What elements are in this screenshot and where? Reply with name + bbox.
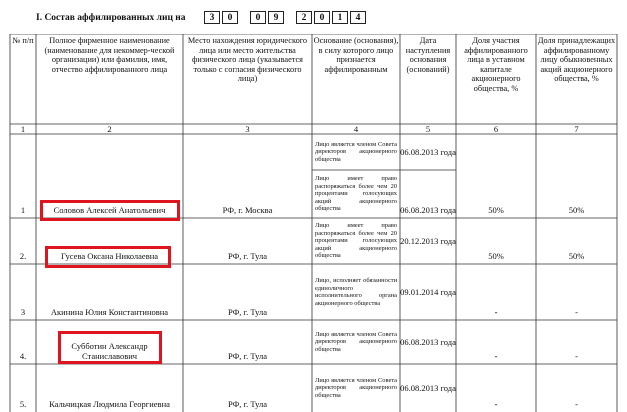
basis-text: Лицо имеет право распоряжаться более чем 20 процентами голосующих акций акционерного общества xyxy=(315,175,397,213)
col-number: 1 xyxy=(20,124,26,134)
row-number: 3 xyxy=(20,307,26,317)
col-header-basis: Основание (основания), в силу которого лицо признается аффилированным xyxy=(313,36,399,74)
section-title: I. Состав аффилированных лиц на xyxy=(36,13,186,23)
share-capital: - xyxy=(494,307,498,317)
affiliate-name: Кальчицкая Людмила Георгиевна xyxy=(49,399,170,409)
affiliate-location: РФ, г. Тула xyxy=(228,399,267,409)
share-stock: - xyxy=(575,307,578,317)
date-digit-box: 1 xyxy=(332,11,348,24)
affiliates-table xyxy=(0,34,627,412)
affiliate-location: РФ, г. Тула xyxy=(228,251,267,261)
basis-date: 06.08.2013 года xyxy=(400,337,456,347)
share-capital: 50% xyxy=(488,251,504,261)
share-stock: 50% xyxy=(568,205,585,215)
affiliate-location: РФ, г. Тула xyxy=(228,307,267,317)
row-number: 5. xyxy=(19,399,27,409)
col-header-share-capital: Доля участия аффилированного лица в уставном капитале акционерного общества, % xyxy=(464,36,528,93)
share-stock: - xyxy=(575,399,578,409)
col-number: 3 xyxy=(245,124,250,134)
document-header xyxy=(0,0,627,34)
row-number: 4. xyxy=(19,351,27,361)
basis-text: Лицо является членом Совета директоров акционерного общества xyxy=(315,140,397,163)
basis-text: Лицо имеет право распоряжаться более чем 20 процентами голосующих акций акционерного общества xyxy=(315,222,397,260)
date-digit-box: 9 xyxy=(268,11,284,24)
basis-text: Лицо является членом Совета директоров акционерного общества xyxy=(315,376,397,399)
affiliate-name: Акинина Юлия Константиновна xyxy=(50,307,169,317)
basis-date: 09.01.2014 года xyxy=(400,287,456,297)
date-digit-box: 0 xyxy=(250,11,266,24)
date-digit-box: 0 xyxy=(222,11,238,24)
col-header-share-stock: Доля принадлежащих аффилированному лицу обыкновенных акций акционерного общества, % xyxy=(537,36,616,84)
basis-text: Лицо, исполняет обязанности единоличного исполнительного органа акционерного общества xyxy=(315,277,397,307)
date-digit-box: 3 xyxy=(204,11,220,24)
col-header-date: Дата наступления основания (оснований) xyxy=(405,36,451,74)
affiliate-name: Гусева Оксана Николаевна xyxy=(60,251,159,261)
basis-date: 06.08.2013 года xyxy=(400,147,456,157)
col-number: 7 xyxy=(574,124,579,134)
share-stock: - xyxy=(575,351,578,361)
col-number: 5 xyxy=(425,124,431,134)
col-header-number: № п/п xyxy=(12,36,34,45)
basis-date: 06.08.2013 года xyxy=(400,383,456,393)
affiliate-name: Субботин Александр Станиславович xyxy=(71,341,148,361)
col-header-name: Полное фирменное наименование (наименование для некоммер-ческой организации) или фамилия, имя, отчество аффилированного лица xyxy=(44,36,175,74)
basis-text: Лицо является членом Совета директоров акционерного общества xyxy=(315,330,397,353)
affiliate-location: РФ, г. Тула xyxy=(228,351,267,361)
col-number: 2 xyxy=(107,124,112,134)
row-number: 2. xyxy=(19,251,27,261)
date-digit-box: 0 xyxy=(314,11,330,24)
col-number: 4 xyxy=(353,124,359,134)
col-header-location: Место нахождения юридического лица или место жительства физического лица (указывается только с согласия физического лица) xyxy=(187,36,308,84)
row-number: 1 xyxy=(20,205,26,215)
basis-date: 06.08.2013 года xyxy=(400,205,456,215)
affiliate-name: Соловов Алексей Анатольевич xyxy=(53,205,166,215)
share-capital: 50% xyxy=(488,205,504,215)
date-digit-box: 2 xyxy=(296,11,312,24)
share-capital: - xyxy=(494,351,498,361)
basis-date: 20.12.2013 года xyxy=(400,236,456,246)
col-number: 6 xyxy=(493,124,499,134)
share-stock: 50% xyxy=(568,251,585,261)
affiliate-location: РФ, г. Москва xyxy=(222,205,273,215)
share-capital: - xyxy=(494,399,498,409)
date-digit-box: 4 xyxy=(350,11,366,24)
